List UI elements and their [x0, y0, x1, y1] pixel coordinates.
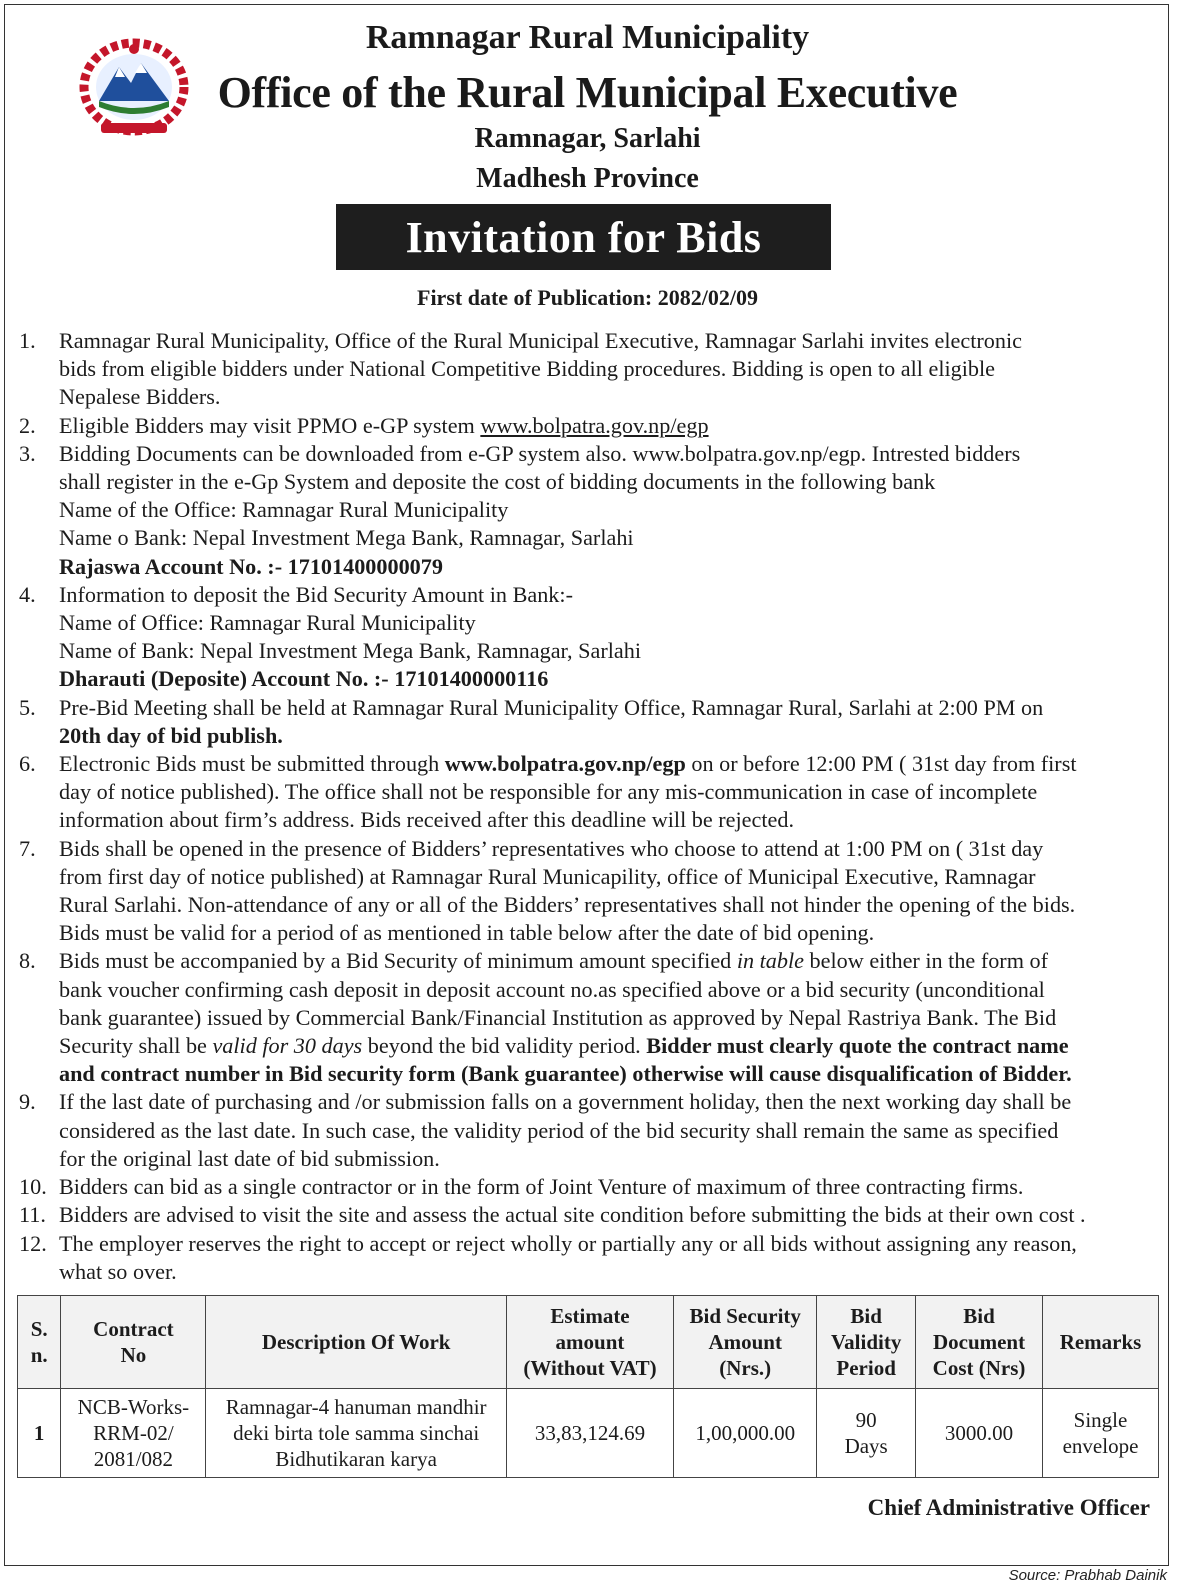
list-item: 6. Electronic Bids must be submitted through www.bolpatra.gov.np/egp on or before 12:00 PM ( 31st day from first day of notice published). The office shall not be responsible for any mis-communication in case of incomplete information about firm’s address. Bids received after this deadline will be rejected. — [19, 751, 1077, 833]
list-item: 12. The employer reserves the right to accept or reject wholly or partially any or all bids without assigning any reason, what so over. — [19, 1230, 1077, 1284]
rajaswa-account: Rajaswa Account No. :- 17101400000079 — [59, 553, 443, 579]
title-banner: Invitation for Bids — [336, 204, 831, 270]
list-item: 3. Bidding Documents can be downloaded from e-GP system also. www.bolpatra.gov.np/egp. Intrested bidders shall register in the e-Gp System and deposite the cost of bidding documents in the following bank Name of the Office: Ramnagar Rural Municipality Name o Bank: Nepal Investment Mega Bank, Ramnagar, Sarlahi Rajaswa Account No. :- 17101400000079 — [19, 440, 1153, 581]
list-item: 11. Bidders are advised to visit the site and assess the actual site condition before submitting the bids at their own cost . — [19, 1202, 1086, 1228]
egp-link[interactable]: www.bolpatra.gov.np/egp — [480, 412, 709, 438]
table-cell: NCB-Works- RRM-02/ 2081/082 — [61, 1389, 206, 1478]
table-cell: 3000.00 — [916, 1389, 1043, 1478]
list-item: 1. Ramnagar Rural Municipality, Office of the Rural Municipal Executive, Ramnagar Sarlahi invites electronic bids from eligible bidders under National Competitive Bidding procedures. Bidding is open to all eligible Nepalese Bidders. — [19, 328, 1022, 410]
list-item: 4. Information to deposit the Bid Security Amount in Bank:- Name of Office: Ramnagar Rural Municipality Name of Bank: Nepal Investment Mega Bank, Ramnagar, Sarlahi Dharauti (Deposite) Account No. :- 17101400000116 — [19, 581, 1153, 694]
office-title: Office of the Rural Municipal Executive — [217, 68, 958, 117]
notice-page — [4, 4, 1169, 1566]
source-credit: Source: Prabhab Dainik — [1008, 1567, 1167, 1584]
notice-items — [19, 327, 1153, 1286]
column-header: Bid Document Cost (Nrs) — [916, 1296, 1043, 1389]
list-item: 5. Pre-Bid Meeting shall be held at Ramnagar Rural Municipality Office, Ramnagar Rural, Sarlahi at 2:00 PM on 20th day of bid publish. — [19, 694, 1044, 748]
table-header-row — [18, 1296, 1159, 1389]
publication-date: First date of Publication: 2082/02/09 — [417, 285, 758, 310]
list-item: 9. If the last date of purchasing and /or submission falls on a government holiday, then the next working day shall be considered as the last date. In such case, the validity period of the bid security shall remain the same as specified for the original last date of bid submission. — [19, 1089, 1072, 1171]
location: Ramnagar, Sarlahi — [474, 123, 701, 154]
table-cell: 90 Days — [817, 1389, 916, 1478]
column-header: Remarks — [1043, 1296, 1159, 1389]
column-header: S. n. — [18, 1296, 61, 1389]
table-cell: 33,83,124.69 — [506, 1389, 673, 1478]
list-item: 7. Bids shall be opened in the presence of Bidders’ representatives who choose to attend at 1:00 PM on ( 31st day from first day of notice published) at Ramnagar Rural Municapility, office of Municipal Executive, Ramnagar Rural Sarlahi. Non-attendance of any or all of the Bidders’ representatives shall not hinder the opening of the bids. Bids must be valid for a period of as mentioned in table below after the date of bid opening. — [19, 835, 1076, 946]
egp-link-bold[interactable]: www.bolpatra.gov.np/egp — [444, 751, 686, 777]
column-header: Contract No — [61, 1296, 206, 1389]
column-header: Bid Security Amount (Nrs.) — [674, 1296, 817, 1389]
list-item: 2. Eligible Bidders may visit PPMO e-GP system www.bolpatra.gov.np/egp — [19, 412, 709, 438]
column-header: Bid Validity Period — [817, 1296, 916, 1389]
dharauti-account: Dharauti (Deposite) Account No. :- 17101400000116 — [59, 666, 549, 692]
list-item: 10. Bidders can bid as a single contractor or in the form of Joint Venture of maximum of three contracting firms. — [19, 1174, 1024, 1200]
list-item: 8. Bids must be accompanied by a Bid Security of minimum amount specified in table below either in the form of bank voucher confirming cash deposit in deposit account no.as specified above or a bid security (unconditional bank guarantee) issued by Commercial Bank/Financial Institution as approved by Nepal Rastriya Bank. The Bid Security shall be valid for 30 days beyond the bid validity period. Bidder must clearly quote the contract name and contract number in Bid security form (Bank guarantee) otherwise will cause disqualification of Bidder. — [19, 948, 1072, 1087]
column-header: Description Of Work — [206, 1296, 506, 1389]
column-header: Estimate amount (Without VAT) — [506, 1296, 673, 1389]
table-cell: Ramnagar-4 hanuman mandhir deki birta tole samma sinchai Bidhutikaran karya — [206, 1389, 506, 1478]
table-cell: 1 — [18, 1389, 61, 1478]
table-cell: 1,00,000.00 — [674, 1389, 817, 1478]
table-cell: Single envelope — [1043, 1389, 1159, 1478]
table-row — [18, 1389, 1159, 1478]
municipality-name: Ramnagar Rural Municipality — [365, 19, 810, 56]
province: Madhesh Province — [476, 163, 699, 194]
bids-table — [17, 1295, 1159, 1478]
signature: Chief Administrative Officer — [867, 1495, 1150, 1520]
